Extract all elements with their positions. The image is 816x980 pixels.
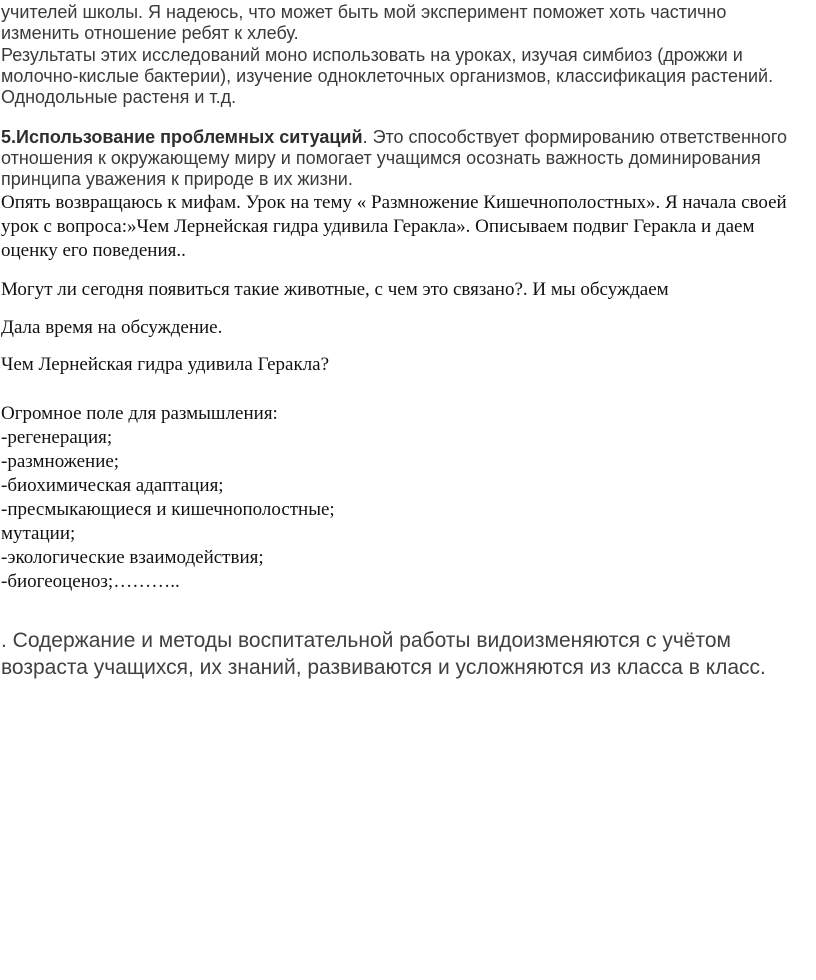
list-item: -экологические взаимодействия;: [1, 547, 264, 568]
text-line: отношения к окружающему миру и помогает учащимся осознать важность доминирования: [1, 148, 761, 168]
text-line: урок с вопроса:»Чем Лернейская гидра удивила Геракла». Описываем подвиг Геракла и даем: [1, 216, 755, 237]
text-line: учителей школы. Я надеюсь, что может быть мой эксперимент поможет хоть частично: [1, 2, 727, 22]
text-paragraph-intro: [1, 2, 726, 44]
text-line: . Содержание и методы воспитательной работы видоизменяются с учётом: [1, 629, 731, 652]
text-line: возраста учащихся, их знаний, развиваются и усложняются из класса в класс.: [1, 656, 766, 679]
list-item: -биохимическая адаптация;: [1, 475, 224, 496]
text-paragraph-results: [1, 45, 773, 108]
section-heading-continuation: . Это способствует формированию ответственного: [362, 127, 788, 147]
list-item: мутации;: [1, 523, 76, 544]
text-line: Результаты этих исследований моно использовать на уроках, изучая симбиоз (дрожжи и: [1, 45, 743, 65]
reflection-list: [1, 402, 335, 594]
list-item: -размножение;: [1, 451, 120, 472]
text-line: изменить отношение ребят к хлебу.: [1, 23, 299, 43]
hydra-question: Чем Лернейская гидра удивила Геракла?: [1, 354, 330, 375]
closing-paragraph: [1, 627, 766, 681]
text-line: оценку его поведения..: [1, 240, 186, 261]
section-5-first-line: [1, 127, 787, 148]
section-heading: Использование проблемных ситуаций: [16, 127, 363, 147]
list-title: Огромное поле для размышления:: [1, 403, 278, 424]
text-line: Однодольные растеня и т.д.: [1, 87, 237, 107]
discussion-line: Дала время на обсуждение.: [1, 317, 223, 338]
question-line: Могут ли сегодня появиться такие животные, с чем это связано?. И мы обсуждаем: [1, 279, 669, 300]
myth-paragraph: [1, 191, 787, 263]
text-line: Опять возвращаюсь к мифам. Урок на тему « Размножение Кишечнополостных». Я начала своей: [1, 192, 787, 213]
list-item: -регенерация;: [1, 427, 113, 448]
text-line: принципа уважения к природе в их жизни.: [1, 169, 353, 189]
text-line: молочно-кислые бактерии), изучение одноклеточных организмов, классификация растений.: [1, 66, 774, 86]
list-item: -пресмыкающиеся и кишечнополостные;: [1, 499, 335, 520]
list-item: -биогеоценоз;………..: [1, 571, 180, 592]
section-number: 5.: [1, 127, 17, 147]
section-5-paragraph: [1, 127, 787, 190]
